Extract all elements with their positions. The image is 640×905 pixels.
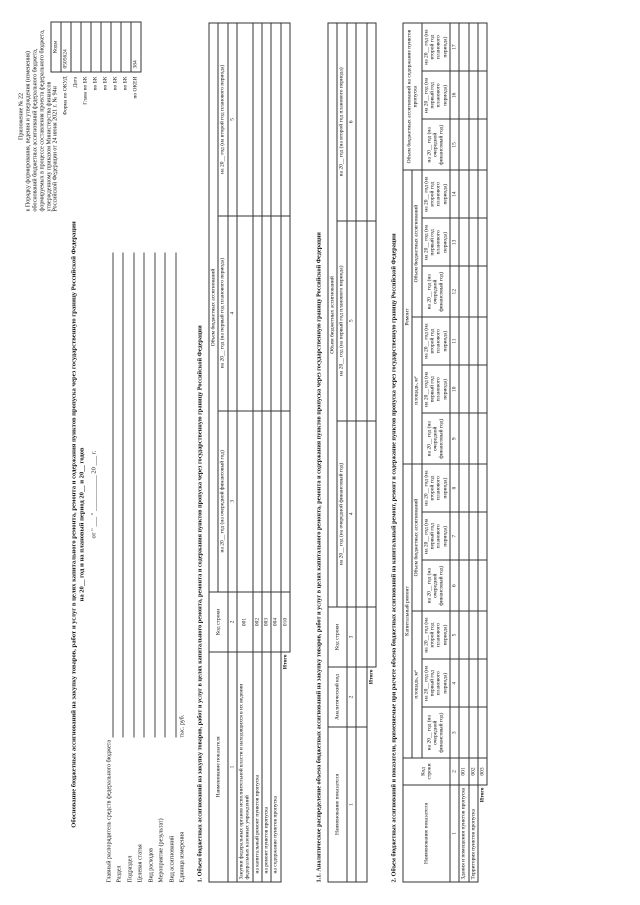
code-label: Дата — [72, 76, 79, 88]
year2: на 20__ год (на первый год планового периода) — [422, 71, 450, 119]
col-number: 4 — [450, 659, 459, 707]
header-fields — [103, 253, 187, 883]
total-row — [367, 23, 376, 882]
row-code: 002 — [253, 592, 262, 652]
col-number: 4 — [228, 216, 237, 411]
code-label: по БК — [122, 76, 129, 91]
table-row — [469, 23, 478, 882]
col-group: Объем бюджетных ассигнований — [209, 23, 218, 592]
table-row — [459, 23, 468, 882]
code-value: 384 — [131, 22, 141, 72]
col-name: Наименование показателя — [403, 785, 450, 882]
code-label: Глава по БК — [82, 76, 89, 105]
col-number: 5 — [450, 611, 459, 659]
col-code: Код строки — [209, 592, 228, 652]
col-number: 2 — [228, 592, 237, 652]
year1: на 20__ год (на очередной финансовый год) — [422, 120, 450, 171]
row-name: Здания и помещения пунктов пропуска — [459, 785, 468, 882]
section1-table — [209, 23, 291, 883]
field-line — [115, 253, 124, 738]
code-label: по БК — [102, 76, 109, 91]
year3: на 20__ год (на второй год планового периода) — [422, 317, 450, 365]
year3: на 20__ год (на второй год планового периода) — [422, 23, 450, 71]
unit-value: тыс. руб. — [179, 714, 186, 738]
col-number: 6 — [450, 560, 459, 611]
appendix-number: Приложение № 22 — [18, 93, 25, 140]
field-label: Вид ассигнований — [169, 835, 176, 883]
row-name: на содержание пунктов пропуска — [271, 652, 280, 882]
year2: на 20__ год (на первый год планового периода) — [422, 512, 450, 560]
col-number: 13 — [450, 218, 459, 266]
year3: на 20__ год (на второй год планового периода) — [422, 464, 450, 512]
row-name: Территория пунктов пропуска — [469, 785, 478, 882]
table-row — [253, 23, 262, 882]
field-label: Целевая статья — [137, 844, 144, 883]
field-label: Мероприятие (результат) — [158, 818, 165, 883]
col-number: 16 — [450, 71, 459, 119]
col-number: 11 — [450, 317, 459, 365]
field-row — [155, 253, 166, 883]
field-row — [103, 253, 114, 883]
col-number: 1 — [228, 652, 237, 882]
field-line — [125, 253, 134, 738]
row-code: 001 — [237, 592, 253, 652]
section11-title: 1.1. Аналитическое распределение объема бюджетных ассигнований на закупку товаров, работ и услуг в целях капитального ремонта, ремонта и содержания пунктов пропуска через государственную границу Российской Федерации — [315, 232, 323, 883]
year3: на 20__ год (на второй год планового периода) — [422, 170, 450, 218]
code-value — [71, 22, 81, 72]
col-year3: на 20__ год (на второй год планового периода) — [218, 23, 227, 216]
row-name: на капитальный ремонт пунктов пропуска — [253, 652, 262, 882]
year2: на 20__ год (на первый год планового периода) — [422, 659, 450, 707]
col-number: 5 — [347, 221, 356, 421]
col-number: 3 — [450, 707, 459, 758]
total-row — [478, 23, 487, 882]
total-row — [281, 23, 290, 882]
field-label: Главный распорядитель средств федерального бюджета — [106, 740, 113, 883]
code-value — [81, 22, 91, 72]
rem-area: площадь, м² — [412, 317, 421, 464]
group-kap: Капитальный ремонт — [403, 464, 412, 758]
col-number: 7 — [450, 512, 459, 560]
row-name: Закупки федеральных органов исполнительной власти и находящихся в их ведении федеральных казенных учреждений — [237, 652, 253, 882]
field-line — [136, 253, 145, 738]
col-name: Наименование показателя — [209, 652, 228, 882]
col-number: 3 — [347, 607, 356, 667]
col-number: 4 — [347, 421, 356, 607]
title-main: Обоснование бюджетных ассигнований на закупку товаров, работ и услуг в целях капитального ремонта, ремонта и содержания пунктов пропуска через государственную границу Российской Федерации — [70, 221, 78, 828]
date-line: от " ___ " ___________ 20 ___ г. — [90, 450, 98, 539]
group-sod: Объем бюджетных ассигнований на содержание пунктов пропуска — [403, 23, 422, 170]
field-label: Вид расходов — [148, 848, 155, 883]
col-number: 9 — [450, 413, 459, 464]
col-number: 12 — [450, 266, 459, 317]
col-number: 15 — [450, 120, 459, 171]
code-value — [111, 22, 121, 72]
col-year1: на 20__ год (на очередной финансовый год) — [337, 421, 346, 607]
code-label: по БК — [92, 76, 99, 91]
code-label: по ОКЕИ — [132, 76, 139, 99]
field-label: Подраздел — [127, 855, 134, 883]
section1-title: 1. Объем бюджетных ассигнований на закупку товаров, работ и услуг в целях капитального ремонта, ремонта и содержания пунктов пропуска через государственную границу Российской Федерации — [196, 325, 204, 883]
field-row — [176, 253, 187, 883]
group-rem: Ремонт — [403, 170, 412, 464]
field-line — [104, 253, 113, 738]
kap-volume: Объем бюджетных ассигнований — [412, 464, 421, 611]
col-number: 10 — [450, 365, 459, 413]
total-label: Итого — [479, 787, 486, 803]
col-number: 8 — [450, 464, 459, 512]
field-label: Раздел — [116, 865, 123, 883]
col-year3: на 20__ год (на второй год планового периода) — [337, 23, 346, 221]
section2-table — [403, 23, 488, 883]
field-line — [157, 253, 166, 738]
col-number: 3 — [228, 411, 237, 592]
appendix-line: к Порядку формирования, ведения и утверждения (изменения) обоснований бюджетных ассигнований федерального бюджета, — [25, 48, 39, 212]
field-label: Единица измерения — [179, 831, 186, 883]
table-row — [262, 23, 271, 882]
col-number: 17 — [450, 23, 459, 71]
row-code: 002 — [469, 758, 478, 785]
total-code: 010 — [281, 592, 290, 652]
document-title — [71, 215, 86, 835]
col-number: 6 — [347, 23, 356, 221]
code-value — [101, 22, 111, 72]
col-year2: на 20__ год (на первый год планового периода) — [218, 216, 227, 411]
col-code: Код строки — [328, 607, 347, 667]
code-value — [121, 22, 131, 72]
row-code: 004 — [271, 592, 280, 652]
field-line — [146, 253, 155, 738]
col-name: Наименование показателя — [328, 727, 347, 882]
year1: на 20__ год (на очередной финансовый год) — [422, 560, 450, 611]
codes-table — [51, 22, 142, 142]
col-number: 14 — [450, 170, 459, 218]
rem-volume: Объем бюджетных ассигнований — [412, 170, 421, 317]
year1: на 20__ год (на очередной финансовый год) — [422, 413, 450, 464]
appendix-line: формируемых в процессе составления проекта федерального бюджета, утвержденному приказом Министерства финансов — [39, 29, 53, 212]
row-code: 001 — [459, 758, 468, 785]
codes-header: Коды — [51, 22, 61, 72]
col-year1: на 20__ год (на очередной финансовый год) — [218, 411, 227, 592]
year1: на 20__ год (на очередной финансовый год) — [422, 266, 450, 317]
code-label: Форма по ОКУД — [62, 76, 69, 116]
col-number: 2 — [450, 758, 459, 785]
code-value — [91, 22, 101, 72]
year1: на 20__ год (на очередной финансовый год) — [422, 707, 450, 758]
year2: на 20__ год (на первый год планового периода) — [422, 218, 450, 266]
col-number: 1 — [450, 785, 459, 882]
table-row — [271, 23, 280, 882]
appendix-line: Российской Федерации от 24 июня 2021 г. № 94н — [52, 86, 59, 212]
col-year2: на 20__ год (на первый год планового периода) — [337, 221, 346, 421]
total-code: 003 — [478, 758, 487, 785]
col-analytic: Аналитический код — [328, 667, 347, 727]
table-row — [356, 23, 367, 882]
field-row — [134, 253, 145, 883]
col-group: Объем бюджетных ассигнований — [328, 23, 337, 607]
field-row — [124, 253, 135, 883]
col-number: 5 — [228, 23, 237, 216]
table-row — [237, 23, 253, 882]
field-line — [167, 253, 176, 738]
year2: на 20__ год (на первый год планового периода) — [422, 365, 450, 413]
row-code: 003 — [262, 592, 271, 652]
section2-title: 2. Объем бюджетных ассигнований и показатели, применяемые при расчете объема бюджетных ассигнований на капитальный ремонт, ремонт и содержание пунктов пропуска через государственную границу Российской Федерации — [390, 233, 398, 883]
field-row — [166, 253, 177, 883]
code-value: 0505624 — [61, 22, 71, 72]
field-row — [145, 253, 156, 883]
field-row — [113, 253, 124, 883]
col-number: 1 — [347, 727, 356, 882]
document-page — [11, 10, 631, 895]
year3: на 20__ год (на второй год планового периода) — [422, 611, 450, 659]
code-label: по БК — [112, 76, 119, 91]
section11-table — [328, 23, 377, 883]
total-label: Итого — [368, 669, 375, 685]
row-name: на ремонт пунктов пропуска — [262, 652, 271, 882]
kap-area: площадь, м² — [412, 611, 421, 758]
total-label: Итого — [282, 654, 289, 670]
title-period: на 20__ год и на плановый период 20__ и 20__ годов — [78, 447, 86, 602]
col-number: 2 — [347, 667, 356, 727]
col-code: Код строки — [403, 758, 450, 785]
